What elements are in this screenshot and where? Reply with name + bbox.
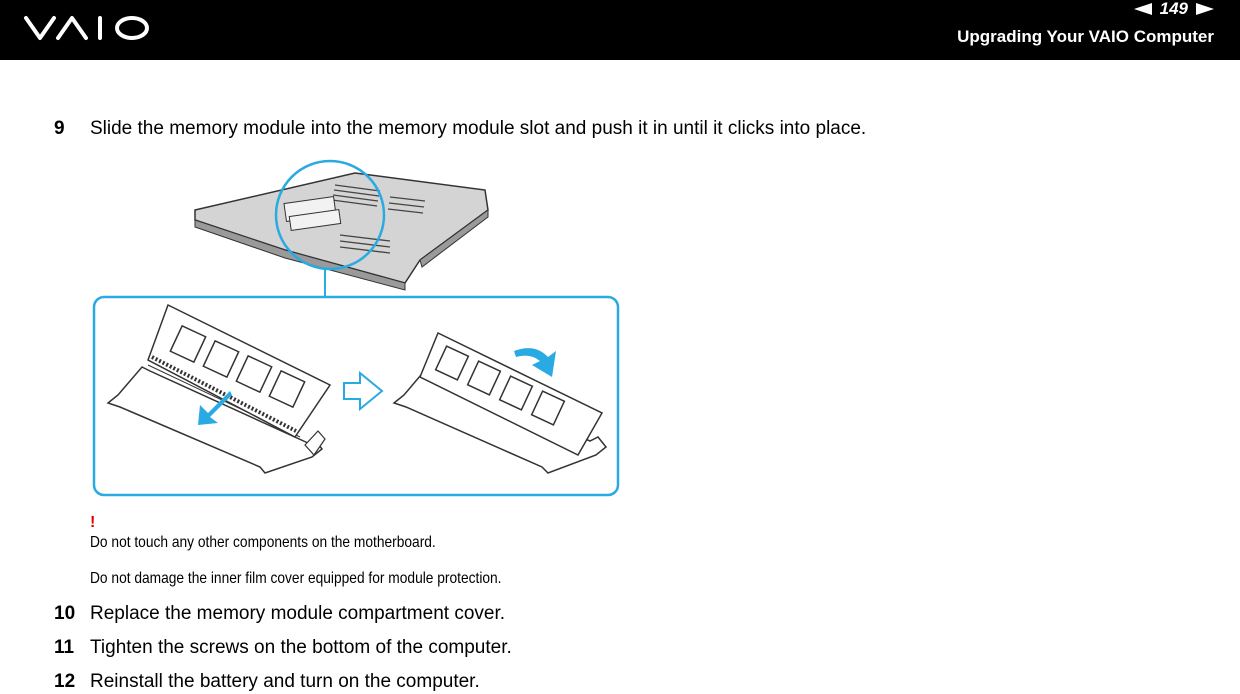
caution-mark: !	[90, 514, 96, 531]
step-text: Slide the memory module into the memory module slot and push it in until it clicks into place.	[90, 118, 867, 139]
page-navigation	[1134, 0, 1214, 18]
laptop-bottom-illustration	[195, 161, 488, 290]
step-text: Reinstall the battery and turn on the computer.	[90, 671, 480, 692]
step-text: Replace the memory module compartment cover.	[90, 603, 506, 624]
caution-note-1: Do not touch any other components on the motherboard.	[90, 534, 436, 551]
prev-page-arrow-icon[interactable]	[1134, 3, 1152, 15]
step-number: 10	[54, 603, 76, 624]
step-10	[54, 602, 505, 626]
step-number: 11	[54, 637, 75, 658]
vaio-logo	[22, 8, 162, 53]
next-page-arrow-icon[interactable]	[1196, 3, 1214, 15]
page-header	[0, 0, 1240, 60]
step-11	[54, 636, 512, 660]
step-12	[54, 670, 480, 694]
section-title: Upgrading Your VAIO Computer	[957, 27, 1214, 46]
step-number: 9	[54, 118, 65, 139]
step-number: 12	[54, 671, 76, 692]
page-number: 149	[1159, 0, 1188, 18]
step-9	[54, 117, 866, 141]
step-text: Tighten the screws on the bottom of the computer.	[90, 637, 512, 658]
caution-note-2: Do not damage the inner film cover equipped for module protection.	[90, 570, 502, 587]
memory-module-illustration	[90, 155, 622, 501]
